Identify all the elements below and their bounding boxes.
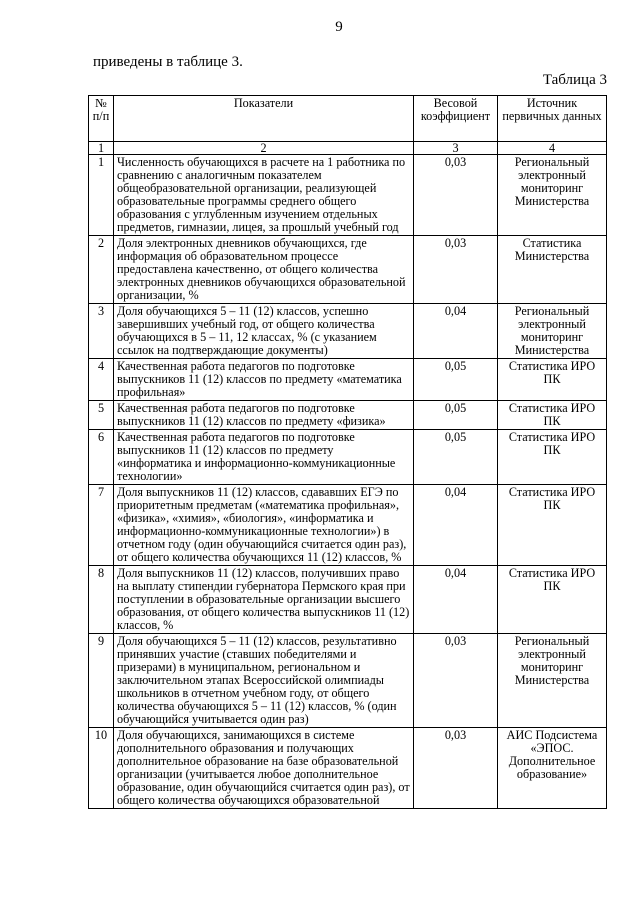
table-row [89,728,607,809]
row-indicator: Доля обучающихся 5 – 11 (12) классов, успешно завершивших учебный год, от общего количества обучающихся в 5 – 11, 12 классах, % (с указанием ссылок на подтверждающие документы) [114,304,414,359]
row-source: Региональный электронный мониторинг Министерства [498,155,607,236]
column-index-3: 3 [414,142,498,155]
table-row [89,236,607,304]
intro-text: приведены в таблице 3. [93,54,243,70]
row-source: Статистика ИРО ПК [498,566,607,634]
row-indicator: Качественная работа педагогов по подготовке выпускников 11 (12) классов по предмету «информатика и информационно-коммуникационные технологии» [114,430,414,485]
row-source: Статистика ИРО ПК [498,485,607,566]
table-row [89,304,607,359]
row-indicator: Численность обучающихся в расчете на 1 работника по сравнению с аналогичным показателем общеобразовательной организации, реализующей образовательные программы среднего общего образования с углубленным изучением отдельных предметов, гимназии, лицея, за прошлый учебный год [114,155,414,236]
row-indicator: Доля выпускников 11 (12) классов, получивших право на выплату стипендии губернатора Пермского края при поступлении в образовательные организации высшего образования, от общего количества выпускников 11 (12) классов, % [114,566,414,634]
indicators-table [88,95,607,809]
row-indicator: Доля обучающихся 5 – 11 (12) классов, результативно принявших участие (ставших победителями и призерами) в муниципальном, региональном и заключительном этапах Всероссийской олимпиады школьников в отчетном учебном году, от общего количества обучающихся 5 – 11 (12) классов, % (один обучающийся учитывается один раз) [114,634,414,728]
column-index-row [89,142,607,155]
row-weight: 0,05 [414,430,498,485]
column-index-2: 2 [114,142,414,155]
column-index-4: 4 [498,142,607,155]
row-weight: 0,03 [414,728,498,809]
row-number: 1 [89,155,114,236]
row-number: 6 [89,430,114,485]
header-source: Источник первичных данных [498,96,607,142]
row-source: Статистика ИРО ПК [498,430,607,485]
row-weight: 0,05 [414,401,498,430]
row-number: 3 [89,304,114,359]
table-row [89,155,607,236]
row-number: 9 [89,634,114,728]
row-weight: 0,04 [414,566,498,634]
page-number: 9 [335,19,343,35]
table-row [89,634,607,728]
table-row [89,430,607,485]
table-row [89,359,607,401]
row-weight: 0,04 [414,485,498,566]
row-number: 4 [89,359,114,401]
row-source: Статистика ИРО ПК [498,401,607,430]
row-weight: 0,04 [414,304,498,359]
table-caption: Таблица 3 [542,72,607,88]
row-source: Статистика Министерства [498,236,607,304]
row-source: АИС Подсистема «ЭПОС. Дополнительное образование» [498,728,607,809]
row-source: Статистика ИРО ПК [498,359,607,401]
row-indicator: Качественная работа педагогов по подготовке выпускников 11 (12) классов по предмету «математика профильная» [114,359,414,401]
row-weight: 0,03 [414,236,498,304]
row-number: 7 [89,485,114,566]
row-source: Региональный электронный мониторинг Министерства [498,634,607,728]
header-weight: Весовой коэффициент [414,96,498,142]
row-number: 2 [89,236,114,304]
row-number: 8 [89,566,114,634]
row-weight: 0,03 [414,155,498,236]
row-number: 5 [89,401,114,430]
row-indicator: Доля выпускников 11 (12) классов, сдававших ЕГЭ по приоритетным предметам («математика профильная», «физика», «химия», «биология», «информатика и информационно-коммуникационные технологии») в отчетном году (один обучающийся считается один раз), от общего количества обучающихся 11 (12) классов, % [114,485,414,566]
table-row [89,401,607,430]
table-row [89,566,607,634]
column-index-1: 1 [89,142,114,155]
row-weight: 0,03 [414,634,498,728]
table-row [89,485,607,566]
table-body [89,155,607,809]
row-source: Региональный электронный мониторинг Министерства [498,304,607,359]
header-indicator: Показатели [114,96,414,142]
row-indicator: Доля обучающихся, занимающихся в системе дополнительного образования и получающих дополнительное образование на базе образовательной организации (учитывается любое дополнительное образование, один обучающийся считается один раз), от общего количества обучающихся образовательной [114,728,414,809]
row-weight: 0,05 [414,359,498,401]
header-num: № п/п [89,96,114,142]
row-indicator: Доля электронных дневников обучающихся, где информация об образовательном процессе предоставлена качественно, от общего количества электронных дневников обучающихся образовательной организации, % [114,236,414,304]
row-number: 10 [89,728,114,809]
row-indicator: Качественная работа педагогов по подготовке выпускников 11 (12) классов по предмету «физика» [114,401,414,430]
table-header-row [89,96,607,142]
